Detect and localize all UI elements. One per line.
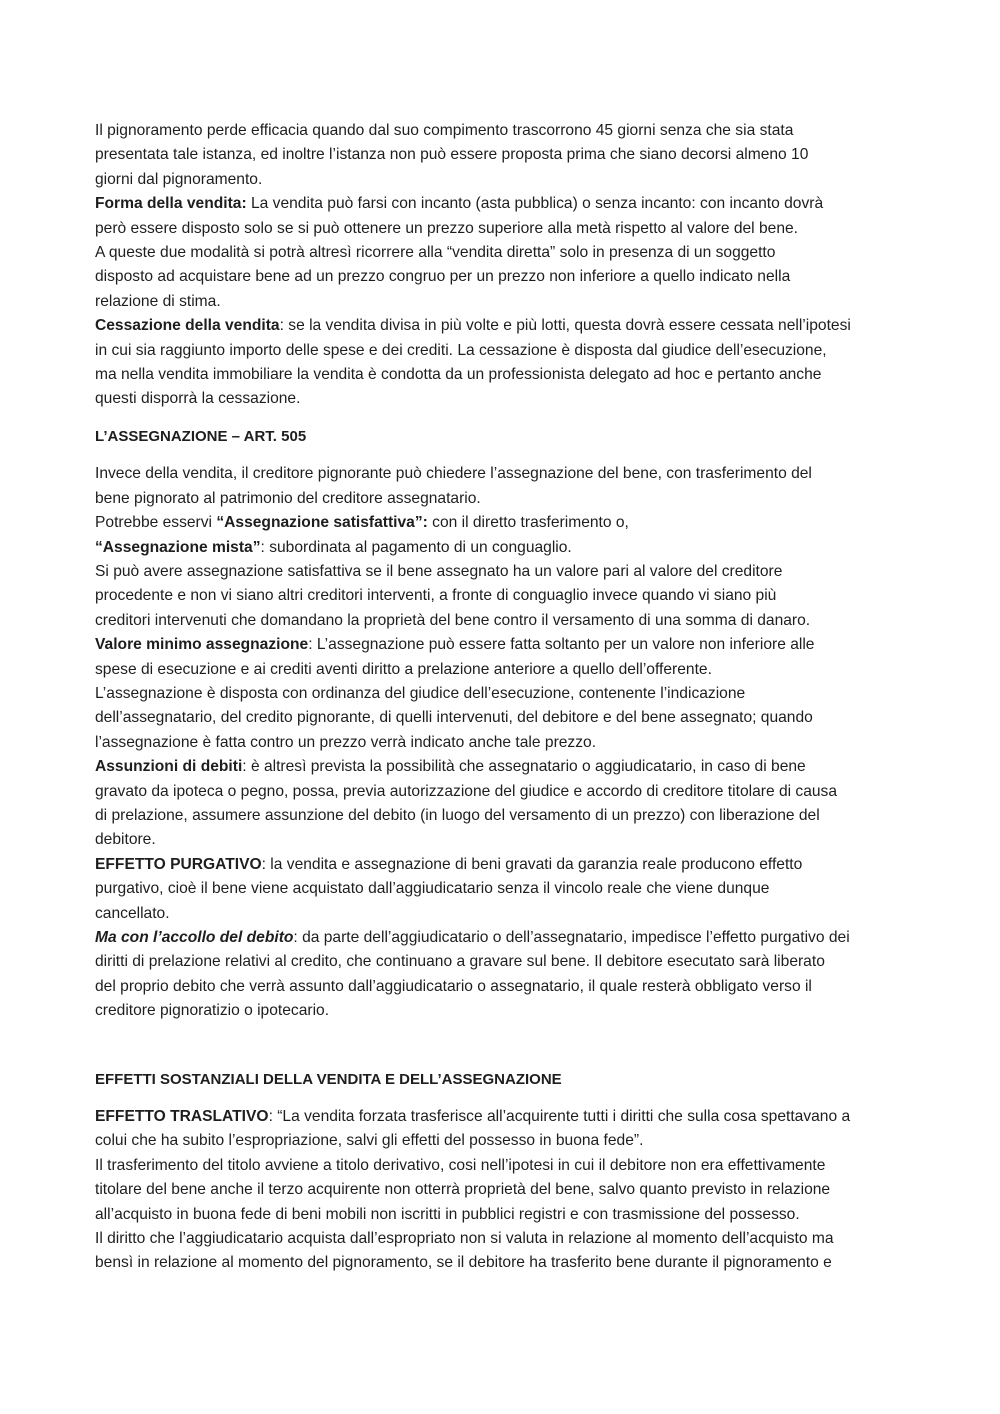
text-line: diritti di prelazione relativi al credito, che continuano a gravare sul bene. Il debitore esecutato sarà liberato (95, 953, 825, 971)
text-line: relazione di stima. (95, 292, 221, 310)
text-line: titolare del bene anche il terzo acquirente non otterrà proprietà del bene, salvo quanto previsto in relazione (95, 1181, 831, 1199)
text-line: in cui sia raggiunto importo delle spese e dei crediti. La cessazione è disposta dal giudice dell’esecuzione, (95, 341, 827, 359)
paragraph-block-2 (95, 462, 907, 1023)
term-accollo-debito: Ma con l’accollo del debito (95, 929, 294, 946)
text-line: ma nella vendita immobiliare la vendita è condotta da un professionista delegato ad hoc e pertanto anche (95, 366, 822, 384)
text-line: procedente e non vi siano altri creditori interventi, a fronte di conguaglio invece quando vi siano più (95, 587, 777, 605)
text-span: La vendita può farsi con incanto (asta pubblica) o senza incanto: con incanto dovrà (246, 195, 824, 213)
document-page (95, 119, 907, 1276)
text-line: di prelazione, assumere assunzione del debito (in luogo del versamento di un prezzo) con liberazione del (95, 806, 820, 824)
text-line: del proprio debito che verrà assunto dall’aggiudicatario o assegnatario, il quale resterà obbligato verso il (95, 977, 812, 995)
paragraph-block-3 (95, 1105, 907, 1276)
text-line: disposto ad acquistare bene ad un prezzo congruo per un prezzo non inferiore a quello indicato nella (95, 268, 791, 286)
term-valore-minimo: Valore minimo assegnazione (95, 636, 309, 654)
text-span: : da parte dell’aggiudicatario o dell’assegnatario, impedisce l’effetto purgativo dei (293, 929, 850, 946)
text-line: A queste due modalità si potrà altresì ricorrere alla “vendita diretta” solo in presenza di un soggetto (95, 244, 776, 262)
text-line: Invece della vendita, il creditore pignorante può chiedere l’assegnazione del bene, con trasferimento del (95, 465, 812, 483)
term-cessazione-vendita: Cessazione della vendita (95, 317, 280, 335)
text-line: cancellato. (95, 904, 170, 922)
term-effetto-traslativo: EFFETTO TRASLATIVO (95, 1108, 269, 1126)
text-line (95, 314, 907, 338)
text-line: però essere disposto solo se si può ottenere un prezzo superiore alla metà rispetto al valore del bene. (95, 219, 798, 237)
text-line: creditore pignoratizio o ipotecario. (95, 1002, 330, 1020)
section-heading-effetti-sostanziali: EFFETTI SOSTANZIALI DELLA VENDITA E DELL’ASSEGNAZIONE (95, 1070, 562, 1088)
text-line: giorni dal pignoramento. (95, 170, 263, 188)
term-assegnazione-mista: “Assegnazione mista” (95, 538, 261, 556)
text-line: spese di esecuzione e ai crediti aventi diritto a prelazione anteriore a quello dell’offerente. (95, 660, 712, 678)
text-span: Potrebbe esservi (95, 514, 217, 532)
text-line: dell’assegnatario, del credito pignorante, di quelli intervenuti, del debitore e del bene assegnato; quando (95, 709, 813, 727)
text-line: all’acquisto in buona fede di beni mobili non iscritti in pubblici registri e con trasmissione del possesso. (95, 1205, 800, 1223)
term-effetto-purgativo: EFFETTO PURGATIVO (95, 855, 262, 873)
text-line (95, 536, 907, 560)
text-span: : se la vendita divisa in più volte e più lotti, questa dovrà essere cessata nell’ipotesi (279, 317, 851, 335)
text-line: gravato da ipoteca o pegno, possa, previa autorizzazione del giudice e accordo di creditore titolare di causa (95, 782, 838, 800)
text-span: : subordinata al pagamento di un conguaglio. (260, 538, 572, 556)
text-line: Il diritto che l’aggiudicatario acquista dall’espropriato non si valuta in relazione al momento dell’acquisto ma (95, 1230, 834, 1248)
text-line (95, 755, 907, 779)
text-line (95, 511, 907, 535)
text-line (95, 926, 907, 950)
text-line (95, 853, 907, 877)
text-line: questi disporrà la cessazione. (95, 390, 301, 408)
text-line: Il pignoramento perde efficacia quando dal suo compimento trascorrono 45 giorni senza che sia stata (95, 122, 794, 139)
term-assunzioni-debiti: Assunzioni di debiti (95, 758, 243, 776)
text-line: debitore. (95, 831, 156, 849)
text-line: bensì in relazione al momento del pignoramento, se il debitore ha trasferito bene durante il pignoramento e (95, 1254, 832, 1272)
text-span: con il diretto trasferimento o, (427, 514, 629, 532)
text-line: L’assegnazione è disposta con ordinanza del giudice dell’esecuzione, contenente l’indicazione (95, 684, 746, 702)
text-line: l’assegnazione è fatta contro un prezzo verrà indicato anche tale prezzo. (95, 733, 597, 751)
text-line: Il trasferimento del titolo avviene a titolo derivativo, cosi nell’ipotesi in cui il debitore non era effettivamente (95, 1156, 826, 1174)
term-forma-vendita: Forma della vendita: (95, 195, 247, 213)
text-line (95, 1105, 907, 1129)
text-line (95, 633, 907, 657)
text-line: bene pignorato al patrimonio del creditore assegnatario. (95, 489, 481, 507)
text-span: : è altresì prevista la possibilità che assegnatario o aggiudicatario, in caso di bene (242, 758, 806, 776)
text-span: : “La vendita forzata trasferisce all’acquirente tutti i diritti che sulla cosa spettavano a (268, 1108, 851, 1126)
text-line: purgativo, cioè il bene viene acquistato dall’aggiudicatario senza il vincolo reale che viene dunque (95, 880, 770, 898)
text-span: : L’assegnazione può essere fatta soltanto per un valore non inferiore alle (308, 636, 815, 654)
text-span: : la vendita e assegnazione di beni gravati da garanzia reale producono effetto (261, 855, 803, 873)
text-line: colui che ha subito l’espropriazione, salvi gli effetti del possesso in buona fede”. (95, 1132, 644, 1150)
term-assegnazione-satisfattiva: “Assegnazione satisfattiva”: (216, 514, 428, 532)
text-line: creditori intervenuti che domandano la proprietà del bene contro il versamento di una somma di danaro. (95, 611, 811, 629)
text-line: presentata tale istanza, ed inoltre l’istanza non può essere proposta prima che siano decorsi almeno 10 (95, 146, 809, 164)
section-heading-assegnazione: L’ASSEGNAZIONE – ART. 505 (95, 427, 307, 445)
paragraph-block-1 (95, 119, 907, 412)
text-line (95, 192, 907, 216)
text-line: Si può avere assegnazione satisfattiva se il bene assegnato ha un valore pari al valore del creditore (95, 562, 783, 580)
